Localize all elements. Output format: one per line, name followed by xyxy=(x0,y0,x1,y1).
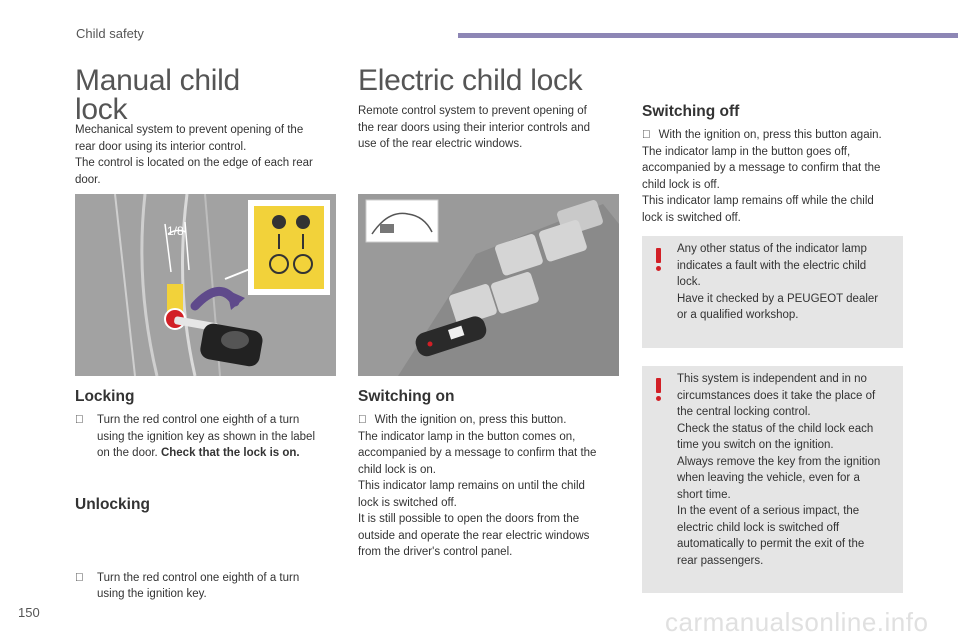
manual-intro: Mechanical system to prevent opening of the rear door using its interior control. The control is located on the edge of each rear door. xyxy=(75,124,313,186)
unlocking-heading: Unlocking xyxy=(75,496,150,513)
window-switch-panel-drawing xyxy=(358,194,619,376)
bullet-icon xyxy=(75,570,84,587)
door-edge-drawing xyxy=(75,194,336,376)
fault-warning-note xyxy=(642,236,903,348)
warning-exclamation-icon xyxy=(654,248,662,271)
electric-intro: Remote control system to prevent opening of the rear doors using their interior controls and use of the rear electric windows. xyxy=(358,105,591,150)
section-title: Child safety xyxy=(76,26,144,41)
manual-lock-illustration xyxy=(75,194,336,376)
independent-system-text: This system is independent and in no circumstances does it take the place of the central locking control. Check the status of the child lock each time you switch on the ignition. Always remove the key from the ignition when leaving the vehicle, even for a short time. In the event of a serious impact, the electric child lock is switched off automatically to permit the exit of the rear passengers. xyxy=(677,373,881,567)
electric-child-lock-title: Electric child lock xyxy=(358,64,583,97)
watermark: carmanualsonline.info xyxy=(665,607,929,637)
eighth-turn-label: 1/8 xyxy=(167,224,184,238)
electric-lock-illustration xyxy=(358,194,619,376)
switching-off-text: With the ignition on, press this button again. The indicator lamp in the button goes off, accompanied by a message to confirm that the child lock is off. This indicator lamp remains off while the child lock is switched off. xyxy=(642,129,881,224)
switching-on-heading: Switching on xyxy=(358,388,455,405)
header-accent-bar xyxy=(458,33,958,38)
independent-system-note xyxy=(642,366,903,593)
warning-exclamation-icon xyxy=(654,378,662,401)
locking-heading: Locking xyxy=(75,388,135,405)
manual-child-lock-title: Manual child lock xyxy=(75,64,240,126)
locking-instruction: Turn the red control one eighth of a turn using the ignition key as shown in the label on the door. Check that the lock is on. xyxy=(75,412,372,462)
bullet-icon xyxy=(642,129,659,141)
fault-warning-text: Any other status of the indicator lamp indicates a fault with the electric child lock. Have it checked by a PEUGEOT dealer or a qualified workshop. xyxy=(677,243,879,321)
page-number: 150 xyxy=(18,605,40,620)
switching-off-heading: Switching off xyxy=(642,103,740,120)
bullet-icon xyxy=(358,414,375,426)
unlocking-instruction: Turn the red control one eighth of a turn using the ignition key. xyxy=(75,570,372,603)
switching-on-text: With the ignition on, press this button. The indicator lamp in the button comes on, accompanied by a message to confirm that the child lock is on. This indicator lamp remains on until the child lock is switched off. It is still possible to open the doors from the outside and operate the rear electric windows from the driver's control panel. xyxy=(358,414,597,558)
bullet-icon xyxy=(75,412,84,429)
